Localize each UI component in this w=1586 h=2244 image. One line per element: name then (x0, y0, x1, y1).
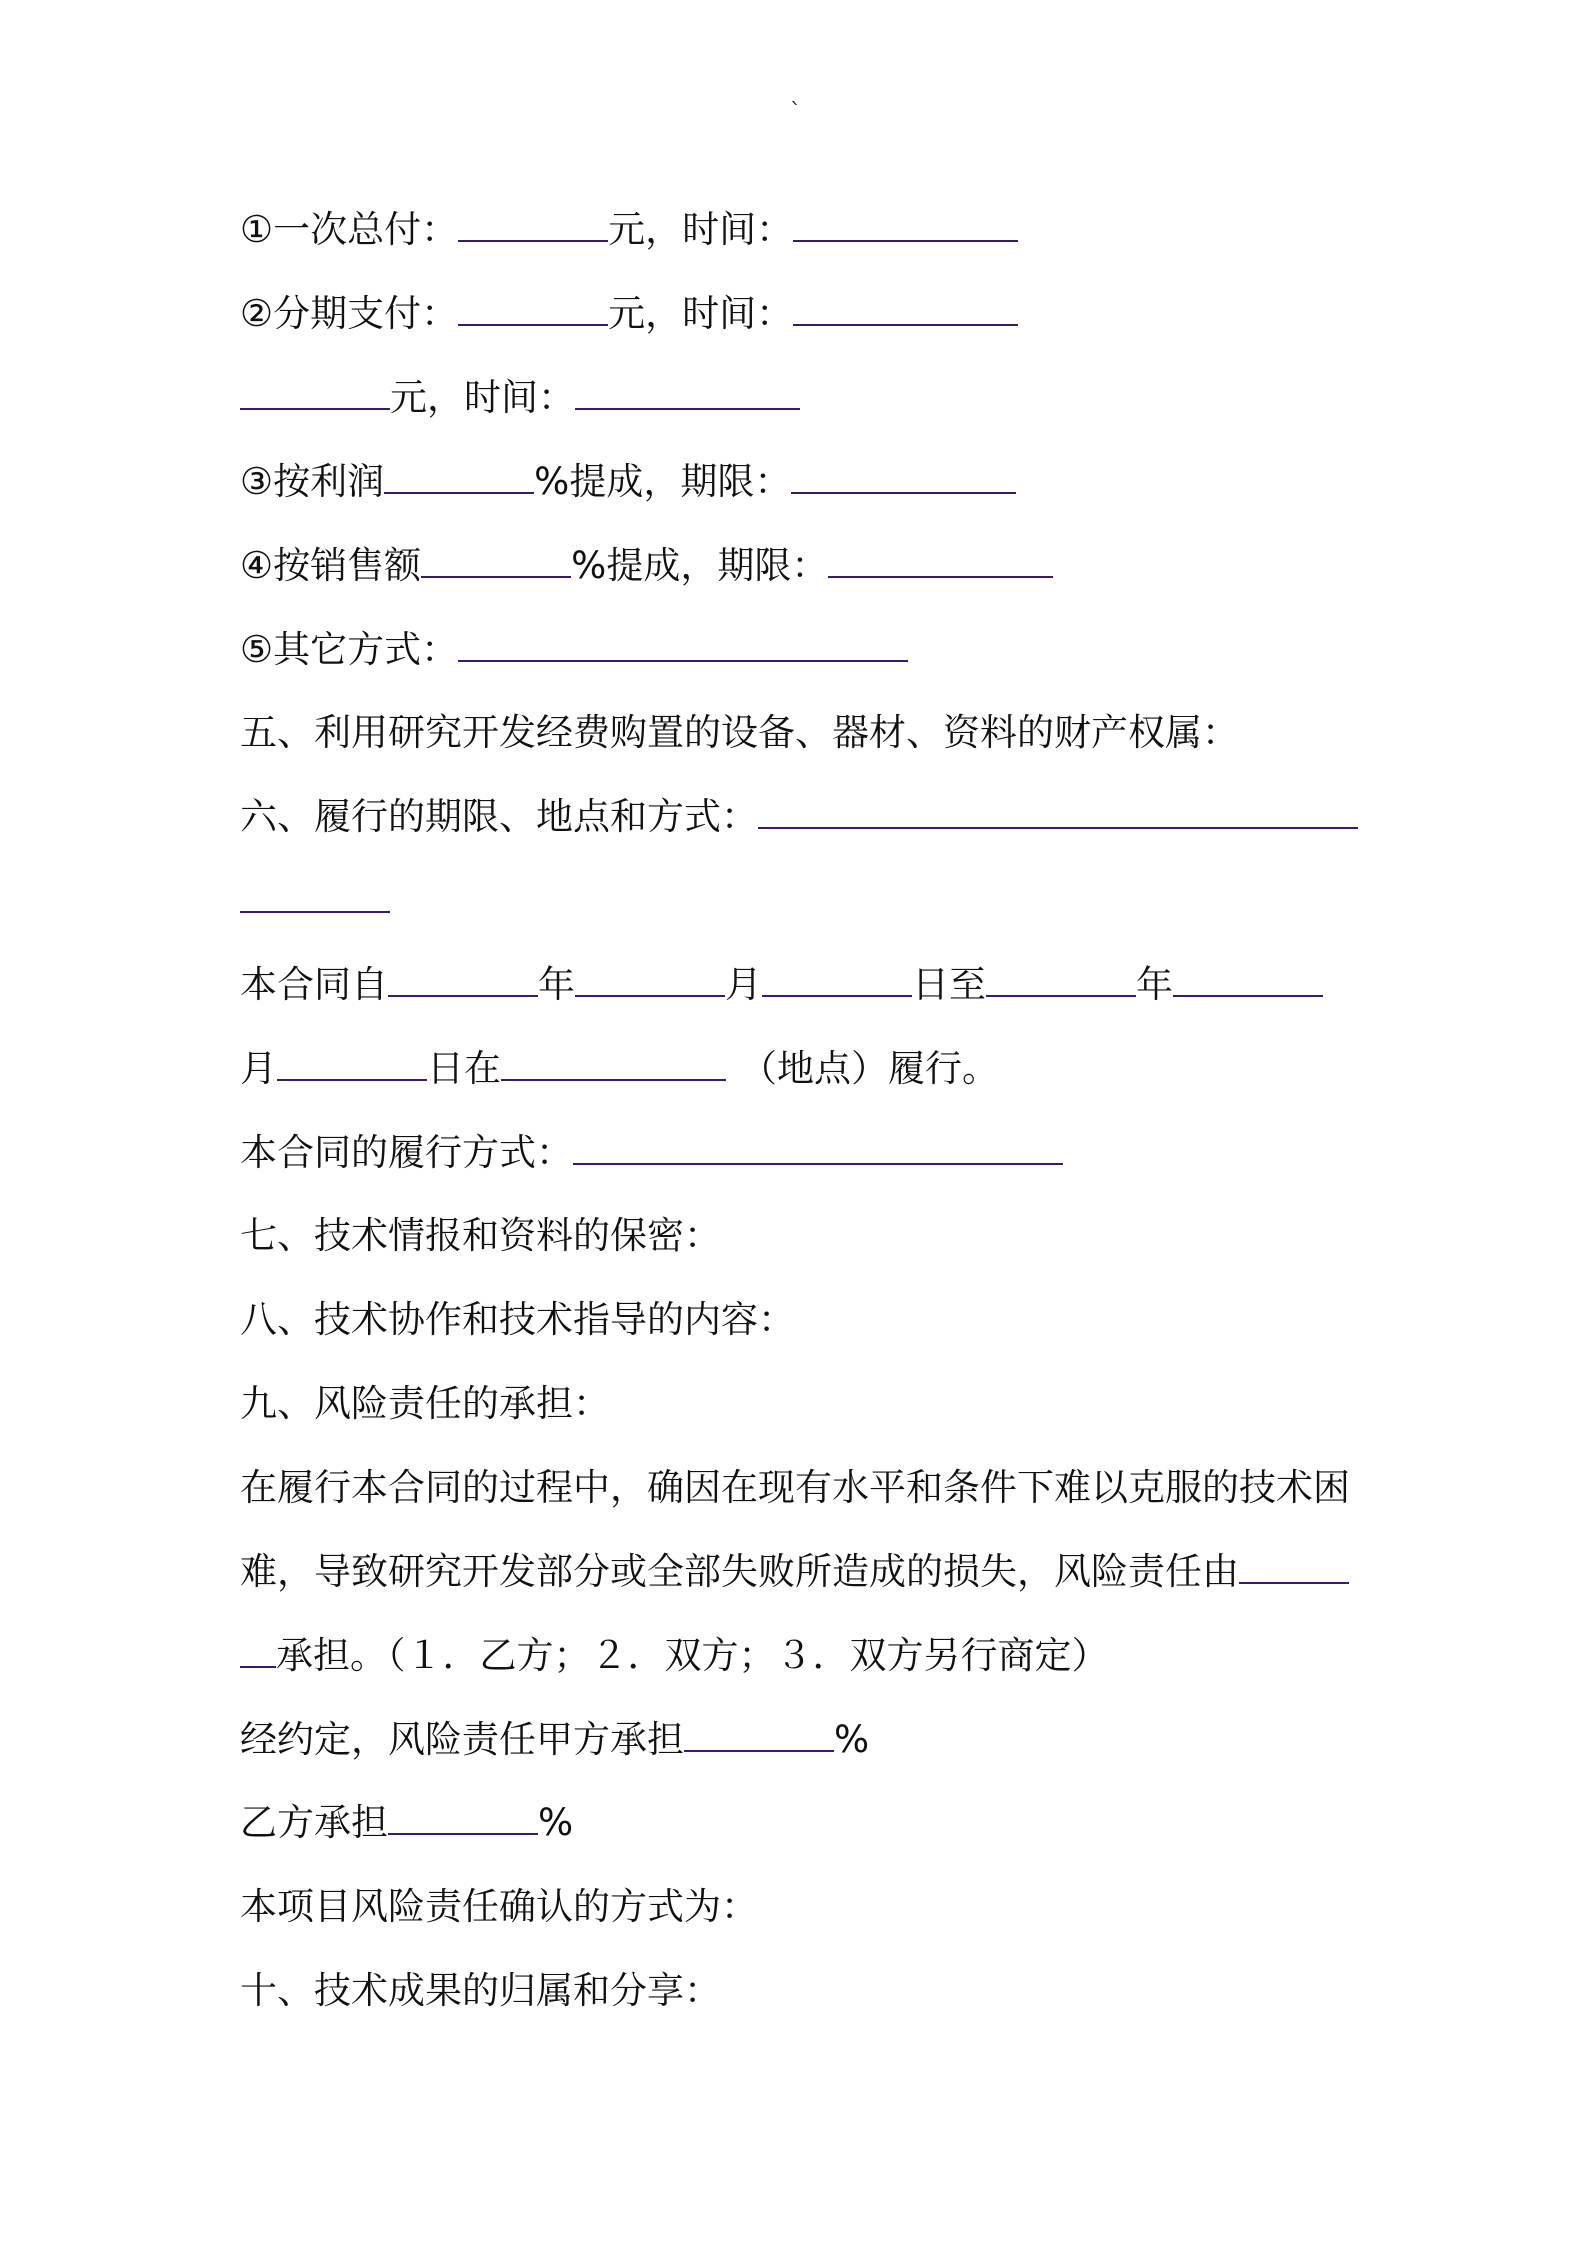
label-installment: ②分期支付： (240, 292, 459, 335)
label-section-6: 六、履行的期限、地点和方式： (240, 795, 758, 838)
section-6-field[interactable] (758, 797, 1358, 829)
payment-sales-line (240, 536, 1053, 596)
installment-amount-field[interactable] (458, 294, 608, 326)
contract-period-line (240, 955, 1323, 1015)
label-year: 年 (1136, 963, 1173, 1006)
installment-time-field[interactable] (793, 294, 1018, 326)
lump-sum-amount-field[interactable] (458, 210, 608, 242)
label-party-a-risk: 经约定，风险责任甲方承担 (240, 1718, 684, 1761)
label-day-at: 日在 (427, 1047, 501, 1090)
label-percent-term: %提成，期限： (571, 544, 829, 587)
header-mark: ` (790, 100, 801, 125)
label-yuan-time: 元，时间： (608, 292, 794, 335)
start-year-field[interactable] (388, 965, 538, 997)
payment-other-line (240, 620, 908, 680)
risk-bearer-field[interactable] (1239, 1552, 1349, 1584)
profit-percent-field[interactable] (384, 462, 534, 494)
end-day-field[interactable] (277, 1049, 427, 1081)
risk-paragraph-line-3 (240, 1626, 1109, 1686)
section-9-heading: 九、风险责任的承担： (240, 1382, 610, 1425)
party-a-risk-line (240, 1710, 869, 1770)
label-month: 月 (240, 1047, 277, 1090)
performance-method-field[interactable] (573, 1133, 1063, 1165)
label-performance-method: 本合同的履行方式： (240, 1131, 573, 1174)
section-7-heading: 七、技术情报和资料的保密： (240, 1214, 721, 1257)
other-method-field[interactable] (458, 630, 908, 662)
start-day-field[interactable] (762, 965, 912, 997)
lump-sum-time-field[interactable] (793, 210, 1018, 242)
section-6-continuation (240, 871, 390, 931)
label-place-performed: （地点）履行。 (740, 1047, 999, 1090)
section-8-heading: 八、技术协作和技术指导的内容： (240, 1298, 795, 1341)
payment-installment-line-2 (240, 368, 800, 428)
label-month: 月 (725, 963, 762, 1006)
section-5-heading: 五、利用研究开发经费购置的设备、器材、资料的财产权属： (240, 711, 1239, 754)
payment-profit-line (240, 452, 1016, 512)
label-party-b-risk: 乙方承担 (240, 1801, 388, 1844)
contract-place-line (240, 1039, 999, 1099)
label-profit: ③按利润 (240, 460, 385, 503)
performance-method-line (240, 1123, 1063, 1183)
party-b-risk-line (240, 1793, 573, 1853)
label-risk-bearer: 难，导致研究开发部分或全部失败所造成的损失，风险责任由 (240, 1550, 1239, 1593)
installment-amount-2-field[interactable] (240, 378, 390, 410)
profit-term-field[interactable] (791, 462, 1016, 494)
sales-term-field[interactable] (828, 546, 1053, 578)
label-sales: ④按销售额 (240, 544, 422, 587)
risk-paragraph-line-1: 在履行本合同的过程中，确因在现有水平和条件下难以克服的技术困 (240, 1466, 1350, 1509)
section-6-heading (240, 787, 1358, 847)
section-6-field-2[interactable] (240, 881, 390, 913)
label-percent: % (538, 1801, 574, 1844)
start-month-field[interactable] (575, 965, 725, 997)
risk-paragraph-line-2 (240, 1542, 1349, 1602)
risk-confirmation-line: 本项目风险责任确认的方式为： (240, 1885, 758, 1928)
label-risk-options: 承担。（１．乙方；２．双方；３．双方另行商定） (276, 1634, 1109, 1677)
place-field[interactable] (501, 1049, 726, 1081)
label-lump-sum: ①一次总付： (240, 208, 459, 251)
label-contract-from: 本合同自 (240, 963, 388, 1006)
risk-bearer-field-cont[interactable] (240, 1636, 276, 1668)
label-day-to: 日至 (912, 963, 986, 1006)
end-year-field[interactable] (986, 965, 1136, 997)
label-yuan-time: 元，时间： (608, 208, 794, 251)
label-other: ⑤其它方式： (240, 628, 459, 671)
payment-installment-line (240, 284, 1018, 344)
party-a-risk-percent-field[interactable] (684, 1720, 834, 1752)
section-10-heading: 十、技术成果的归属和分享： (240, 1969, 721, 2012)
label-percent: % (834, 1718, 870, 1761)
sales-percent-field[interactable] (421, 546, 571, 578)
installment-time-2-field[interactable] (575, 378, 800, 410)
end-month-field[interactable] (1173, 965, 1323, 997)
party-b-risk-percent-field[interactable] (388, 1803, 538, 1835)
label-percent-term: %提成，期限： (534, 460, 792, 503)
label-year: 年 (538, 963, 575, 1006)
label-yuan-time: 元，时间： (390, 376, 575, 419)
payment-lump-sum-line (240, 200, 1018, 260)
